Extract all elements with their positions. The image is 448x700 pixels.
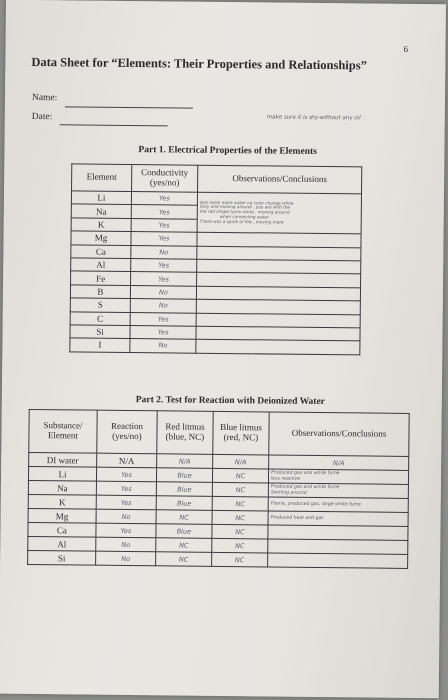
substance-cell: DI water <box>29 452 97 467</box>
name-label: Name: <box>31 92 58 104</box>
observation-line: There was a spark of fire , moving more <box>199 218 284 225</box>
observations-cell[interactable] <box>196 340 360 355</box>
conductivity-cell[interactable]: No <box>130 299 196 313</box>
element-cell: Al <box>71 258 131 272</box>
observations-cell[interactable] <box>268 525 408 540</box>
reaction-cell[interactable]: No <box>96 537 156 552</box>
observation-line: less reactive <box>270 475 301 482</box>
header-conductivity: Conductivity (yes/no) <box>132 165 198 193</box>
date-line[interactable] <box>60 124 168 126</box>
observations-cell[interactable] <box>268 539 408 554</box>
blue-litmus-cell[interactable]: NC <box>212 552 268 567</box>
header-red-litmus: Red litmus (blue, NC) <box>157 411 213 455</box>
reaction-cell[interactable]: Yes <box>96 523 156 538</box>
conductivity-cell[interactable]: Yes <box>131 258 197 272</box>
element-cell: C <box>70 311 130 325</box>
observations-cell[interactable] <box>268 483 408 498</box>
reaction-cell[interactable]: Yes <box>96 495 156 510</box>
red-litmus-cell[interactable]: NC <box>156 538 212 553</box>
element-cell: Si <box>70 325 130 339</box>
table-row <box>70 338 360 354</box>
substance-cell: Li <box>28 466 96 481</box>
reaction-cell[interactable]: Yes <box>96 467 156 482</box>
observations-cell[interactable] <box>197 192 361 234</box>
blue-litmus-cell[interactable]: NC <box>212 524 268 539</box>
electrical-properties-table <box>69 163 362 355</box>
page-title: Data Sheet for “Elements: Their Properties and Relationships” <box>31 54 367 73</box>
header-observations: Observations/Conclusions <box>198 165 362 194</box>
conductivity-cell[interactable]: Yes <box>131 205 197 219</box>
red-litmus-cell[interactable]: NC <box>156 510 212 525</box>
element-cell: B <box>70 285 130 299</box>
deionized-water-reaction-table <box>27 409 410 569</box>
observations-cell[interactable] <box>268 469 408 484</box>
element-cell: Na <box>71 204 131 218</box>
blue-litmus-cell[interactable]: NC <box>212 468 268 483</box>
part2-title: Part 2. Test for Reaction with Deionized Water <box>135 395 325 408</box>
observations-cell[interactable]: Produced heat and gas <box>268 511 408 526</box>
element-cell: Li <box>71 191 131 205</box>
blue-litmus-cell[interactable]: NC <box>212 538 268 553</box>
table-header-row <box>29 409 409 456</box>
element-cell: I <box>70 338 130 352</box>
red-litmus-cell[interactable]: N/A <box>157 454 213 469</box>
reaction-cell[interactable]: Yes <box>96 481 156 496</box>
blue-litmus-cell[interactable]: NC <box>212 496 268 511</box>
header-observations: Observations/Conclusions <box>269 412 409 456</box>
conductivity-cell[interactable]: Yes <box>131 232 197 246</box>
substance-cell: Ca <box>28 522 96 537</box>
header-reaction: Reaction (yes/no) <box>97 410 157 454</box>
conductivity-cell[interactable]: Yes <box>130 325 196 339</box>
element-cell: K <box>71 218 131 232</box>
part1-title: Part 1. Electrical Properties of the Elements <box>138 145 317 157</box>
element-cell: Mg <box>71 231 131 245</box>
red-litmus-cell[interactable]: Blue <box>156 468 212 483</box>
substance-cell: Si <box>28 550 96 565</box>
conductivity-cell[interactable]: No <box>130 285 196 299</box>
name-line[interactable] <box>65 106 193 108</box>
element-cell: Ca <box>71 244 131 258</box>
red-litmus-cell[interactable]: Blue <box>156 524 212 539</box>
observation-line: the red shape turns white , moving around <box>199 208 290 215</box>
conductivity-cell[interactable]: Yes <box>131 218 197 232</box>
element-cell: Fe <box>71 271 131 285</box>
substance-cell: Mg <box>28 508 96 523</box>
observation-line: Produced gas and white fume <box>270 484 340 491</box>
substance-cell: Al <box>28 536 96 551</box>
handwritten-note: make sure it is dry-without any oil <box>266 114 361 122</box>
blue-litmus-cell[interactable]: NC <box>212 510 268 525</box>
header-element: Element <box>72 164 132 192</box>
reaction-cell: N/A <box>97 453 157 468</box>
page-number: 6 <box>403 43 409 54</box>
header-substance: Substance/ Element <box>29 409 97 453</box>
reaction-cell[interactable]: No <box>96 551 156 566</box>
observations-cell[interactable] <box>268 553 408 568</box>
table-header-row <box>72 164 362 194</box>
table-row <box>28 550 408 568</box>
conductivity-cell[interactable]: Yes <box>130 312 196 326</box>
observations-cell[interactable]: N/A <box>269 455 409 470</box>
substance-cell: Na <box>28 480 96 495</box>
reaction-cell[interactable]: No <box>96 509 156 524</box>
blue-litmus-cell[interactable]: N/A <box>213 454 269 469</box>
blue-litmus-cell[interactable]: NC <box>212 482 268 497</box>
observation-line: when connecting water <box>219 213 269 220</box>
date-label: Date: <box>31 111 53 123</box>
substance-cell: K <box>28 494 96 509</box>
conductivity-cell[interactable]: Yes <box>131 192 197 206</box>
conductivity-cell[interactable]: No <box>131 245 197 259</box>
conductivity-cell[interactable]: No <box>130 339 196 353</box>
observations-cell[interactable]: Flame, produced gas, large white fume <box>268 497 408 512</box>
observation-line: Produced gas and white fume <box>271 470 340 477</box>
observation-line: fizzy and moving around , you are with the <box>199 204 291 211</box>
observation-line: less more more water no color change white <box>199 199 294 206</box>
element-cell: S <box>70 298 130 312</box>
conductivity-cell[interactable]: Yes <box>131 272 197 286</box>
red-litmus-cell[interactable]: Blue <box>156 482 212 497</box>
observation-line: Swirling around <box>270 489 307 496</box>
header-blue-litmus: Blue litmus (red, NC) <box>213 411 269 455</box>
red-litmus-cell[interactable]: NC <box>156 552 212 567</box>
red-litmus-cell[interactable]: Blue <box>156 496 212 511</box>
